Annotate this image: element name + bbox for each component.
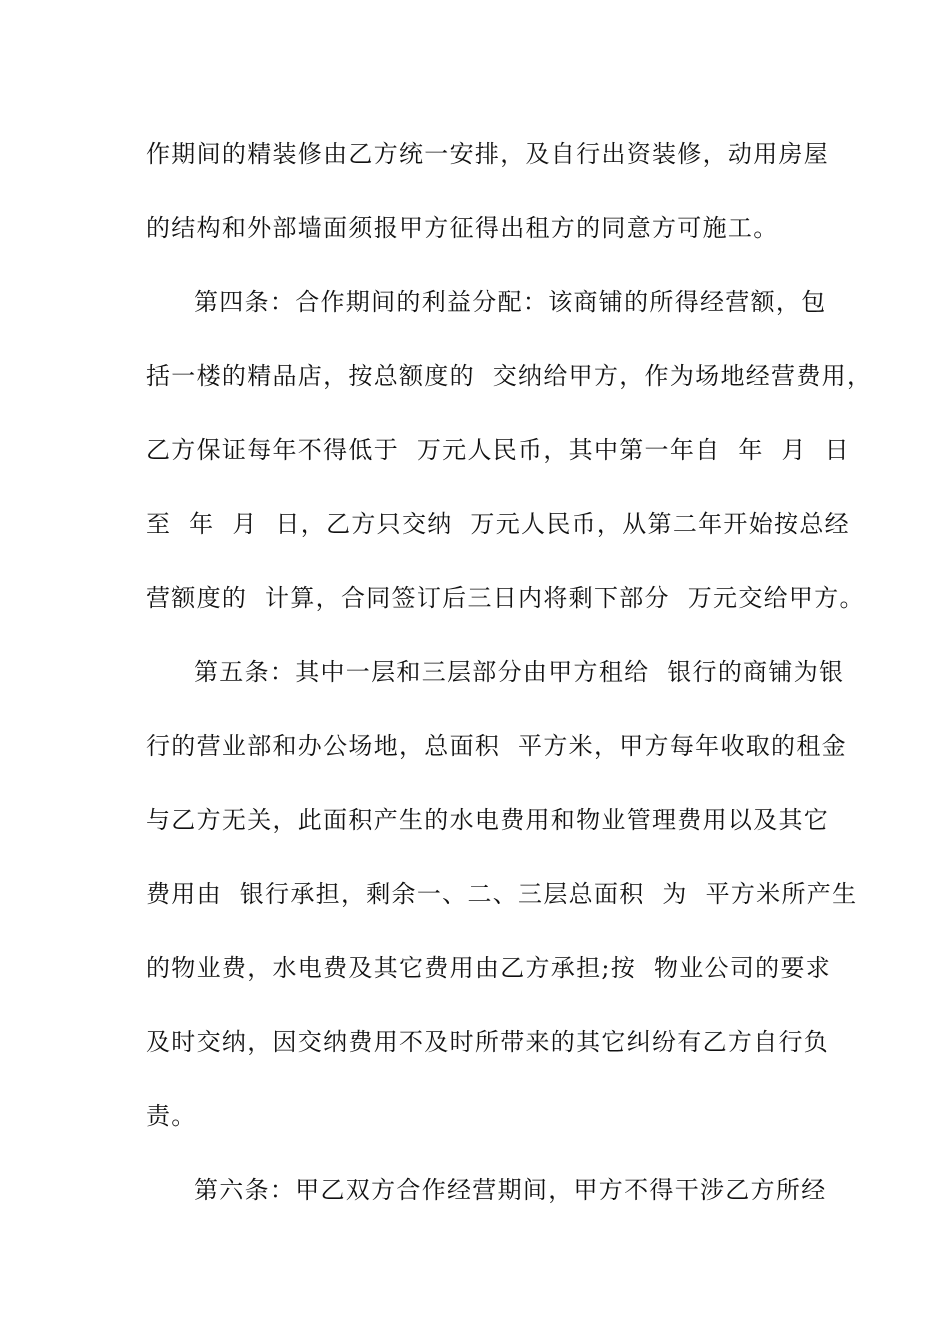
text-line: 至 年 月 日，乙方只交纳 万元人民币，从第二年开始按总经 xyxy=(146,510,850,538)
text-line: 责。 xyxy=(146,1102,197,1130)
article-6-heading-line: 第六条：甲乙双方合作经营期间，甲方不得干涉乙方所经 xyxy=(194,1176,827,1204)
text-line: 的结构和外部墙面须报甲方征得出租方的同意方可施工。 xyxy=(146,214,779,242)
text-line: 的物业费，水电费及其它费用由乙方承担;按 物业公司的要求 xyxy=(146,954,832,982)
article-4-heading-line: 第四条：合作期间的利益分配：该商铺的所得经营额，包 xyxy=(194,288,827,316)
text-line: 乙方保证每年不得低于 万元人民币，其中第一年自 年 月 日 xyxy=(146,436,850,464)
text-line: 行的营业部和办公场地，总面积 平方米，甲方每年收取的租金 xyxy=(146,732,847,760)
text-line: 营额度的 计算，合同签订后三日内将剩下部分 万元交给甲方。 xyxy=(146,584,865,612)
text-line: 作期间的精装修由乙方统一安排，及自行出资装修，动用房屋 xyxy=(146,140,830,168)
text-line: 括一楼的精品店，按总额度的 交纳给甲方，作为场地经营费用， xyxy=(146,362,873,390)
text-line: 及时交纳，因交纳费用不及时所带来的其它纠纷有乙方自行负 xyxy=(146,1028,830,1056)
text-line: 与乙方无关，此面积产生的水电费用和物业管理费用以及其它 xyxy=(146,806,830,834)
article-5-heading-line: 第五条：其中一层和三层部分由甲方租给 银行的商铺为银 xyxy=(194,658,845,686)
text-line: 费用由 银行承担，剩余一、二、三层总面积 为 平方米所产生 xyxy=(146,880,858,908)
